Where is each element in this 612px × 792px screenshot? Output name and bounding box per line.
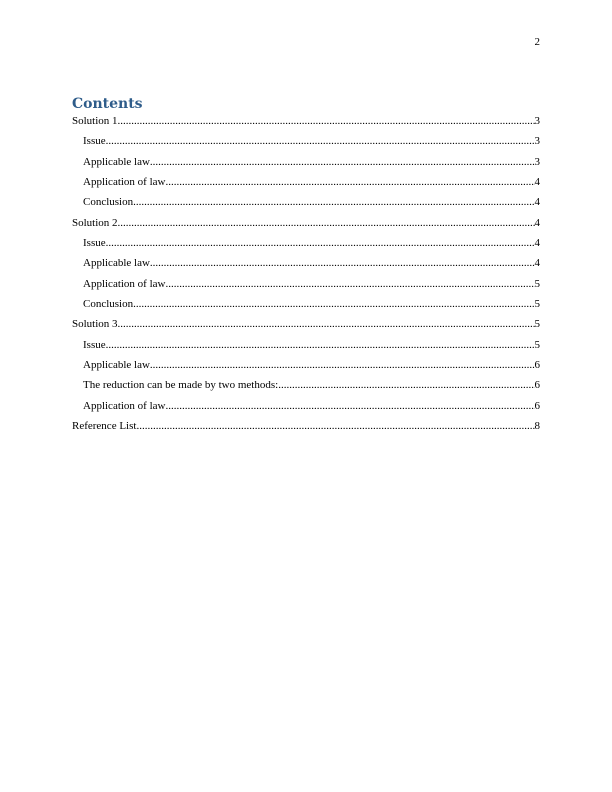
toc-dot-leader xyxy=(150,358,535,372)
toc-entry-page-number: 4 xyxy=(534,257,540,270)
toc-entry-page-number: 5 xyxy=(534,298,540,311)
toc-entry[interactable] xyxy=(72,419,540,433)
toc-dot-leader xyxy=(106,134,535,148)
toc-entry-title: Applicable law xyxy=(83,155,150,168)
toc-entry[interactable] xyxy=(72,297,540,311)
toc-entry-title: Issue xyxy=(83,237,106,250)
toc-entry-page-number: 5 xyxy=(534,277,540,290)
toc-entry[interactable] xyxy=(72,236,540,250)
toc-entry-page-number: 4 xyxy=(534,216,540,229)
toc-dot-leader xyxy=(106,236,535,250)
toc-entry-title: Conclusion xyxy=(83,196,134,209)
toc-entry[interactable] xyxy=(72,175,540,189)
toc-dot-leader xyxy=(133,195,534,209)
toc-entry[interactable] xyxy=(72,277,540,291)
toc-entry-page-number: 6 xyxy=(534,399,540,412)
toc-entry-title: Solution 2 xyxy=(72,216,118,229)
toc-entry-title: Applicable law xyxy=(83,359,150,372)
toc-dot-leader xyxy=(150,256,535,270)
toc-entry-page-number: 5 xyxy=(534,318,540,331)
toc-dot-leader xyxy=(106,338,535,352)
toc-entry-title: Application of law xyxy=(83,176,166,189)
toc-entry[interactable] xyxy=(72,155,540,169)
toc-entry-page-number: 6 xyxy=(534,379,540,392)
toc-dot-leader xyxy=(118,317,535,331)
toc-entry[interactable] xyxy=(72,358,540,372)
toc-entry[interactable] xyxy=(72,338,540,352)
toc-entry[interactable] xyxy=(72,195,540,209)
toc-entry-title: Solution 1 xyxy=(72,115,118,127)
toc-entry[interactable] xyxy=(72,317,540,331)
toc-dot-leader xyxy=(278,378,534,392)
toc-dot-leader xyxy=(165,277,534,291)
table-of-contents xyxy=(72,114,540,433)
toc-entry[interactable] xyxy=(72,216,540,230)
toc-entry-title: The reduction can be made by two methods: xyxy=(83,379,279,392)
toc-entry[interactable] xyxy=(72,378,540,392)
toc-entry-title: Reference List xyxy=(72,420,137,433)
toc-entry-title: Application of law xyxy=(83,277,166,290)
toc-entry-page-number: 6 xyxy=(534,359,540,372)
toc-entry-page-number: 4 xyxy=(534,237,540,250)
toc-dot-leader xyxy=(165,175,534,189)
toc-entry[interactable] xyxy=(72,134,540,148)
toc-entry-page-number: 4 xyxy=(534,176,540,189)
toc-dot-leader xyxy=(118,114,535,128)
toc-entry-title: Issue xyxy=(83,338,106,351)
toc-entry-page-number: 8 xyxy=(534,420,540,433)
toc-entry-page-number: 5 xyxy=(534,338,540,351)
toc-dot-leader xyxy=(150,155,535,169)
toc-entry-page-number: 3 xyxy=(534,135,540,148)
toc-dot-leader xyxy=(133,297,534,311)
toc-entry-page-number: 3 xyxy=(534,115,540,127)
toc-entry-title: Conclusion xyxy=(83,298,134,311)
toc-entry[interactable] xyxy=(72,256,540,270)
toc-dot-leader xyxy=(165,399,534,413)
toc-entry-page-number: 4 xyxy=(534,196,540,209)
toc-dot-leader xyxy=(136,419,534,433)
page-number: 2 xyxy=(534,36,540,48)
toc-entry-title: Application of law xyxy=(83,399,166,412)
toc-entry-title: Issue xyxy=(83,135,106,148)
toc-entry-title: Applicable law xyxy=(83,257,150,270)
toc-entry-page-number: 3 xyxy=(534,155,540,168)
toc-heading: Contents xyxy=(72,96,143,112)
toc-entry[interactable] xyxy=(72,399,540,413)
toc-dot-leader xyxy=(118,216,535,230)
toc-entry-title: Solution 3 xyxy=(72,318,118,331)
toc-entry[interactable] xyxy=(72,114,540,128)
